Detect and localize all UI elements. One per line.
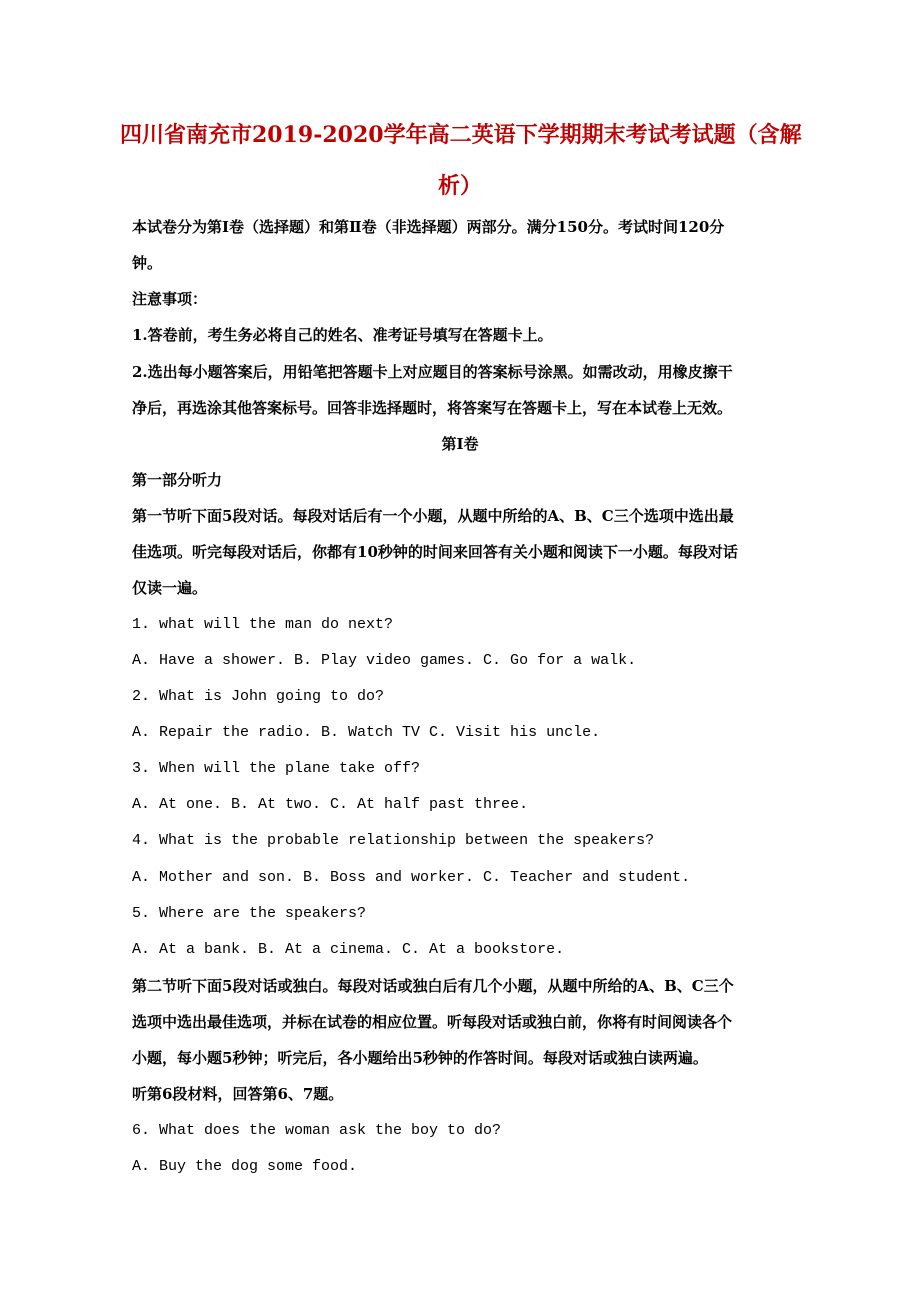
notes-item-2-line2: 净后，再选涂其他答案标号。回答非选择题时，将答案写在答题卡上，写在本试卷上无效。 (132, 399, 733, 417)
section1-line2: 佳选项。听完每段对话后，你都有10秒钟的时间来回答有关小题和阅读下一小题。每段对话 (132, 543, 738, 561)
intro-line1: 本试卷分为第Ⅰ卷（选择题）和第Ⅱ卷（非选择题）两部分。满分150分。考试时间120分 (132, 218, 725, 236)
answer-options-5: A. At a bank. B. At a cinema. C. At a bookstore. (132, 941, 565, 958)
answer-options-2: A. Repair the radio. B. Watch TV C. Visit his uncle. (132, 724, 601, 741)
section2-line3: 小题，每小题5秒钟；听完后，各小题给出5秒钟的作答时间。每段对话或独白读两遍。 (132, 1049, 708, 1067)
question-3: 3. When will the plane take off? (132, 760, 421, 777)
question-4: 4. What is the probable relationship between the speakers? (132, 832, 655, 849)
question-5: 5. Where are the speakers? (132, 905, 367, 922)
intro-line2: 钟。 (132, 254, 163, 272)
question-1: 1. what will the man do next? (132, 616, 394, 633)
question-2: 2. What is John going to do? (132, 688, 385, 705)
question-6: 6. What does the woman ask the boy to do? (132, 1122, 502, 1139)
answer-options-3: A. At one. B. At two. C. At half past three. (132, 796, 529, 813)
notes-item-1: 1.答卷前，考生务必将自己的姓名、准考证号填写在答题卡上。 (132, 326, 553, 344)
answer-option-6a: A. Buy the dog some food. (132, 1158, 358, 1175)
notes-item-2-line1: 2.选出每小题答案后，用铅笔把答题卡上对应题目的答案标号涂黑。如需改动，用橡皮擦干 (132, 363, 733, 381)
part1-heading: 第一部分听力 (132, 471, 223, 489)
section2-line1: 第二节听下面5段对话或独白。每段对话或独白后有几个小题，从题中所给的A、B、C三个 (132, 977, 734, 995)
section1-line3: 仅读一遍。 (132, 579, 208, 597)
volume-heading: 第Ⅰ卷 (441, 435, 479, 453)
exam-title-line1: 四川省南充市2019-2020学年高二英语下学期期末考试考试题（含解 (120, 122, 802, 148)
material-6-instruction: 听第6段材料，回答第6、7题。 (132, 1085, 344, 1103)
section1-line1: 第一节听下面5段对话。每段对话后有一个小题，从题中所给的A、B、C三个选项中选出最 (132, 507, 734, 525)
notes-heading: 注意事项： (132, 290, 208, 308)
answer-options-4: A. Mother and son. B. Boss and worker. C. Teacher and student. (132, 869, 691, 886)
section2-line2: 选项中选出最佳选项，并标在试卷的相应位置。听每段对话或独白前，你将有时间阅读各个 (132, 1013, 733, 1031)
exam-title-line2: 析） (437, 173, 482, 199)
answer-options-1: A. Have a shower. B. Play video games. C. Go for a walk. (132, 652, 637, 669)
